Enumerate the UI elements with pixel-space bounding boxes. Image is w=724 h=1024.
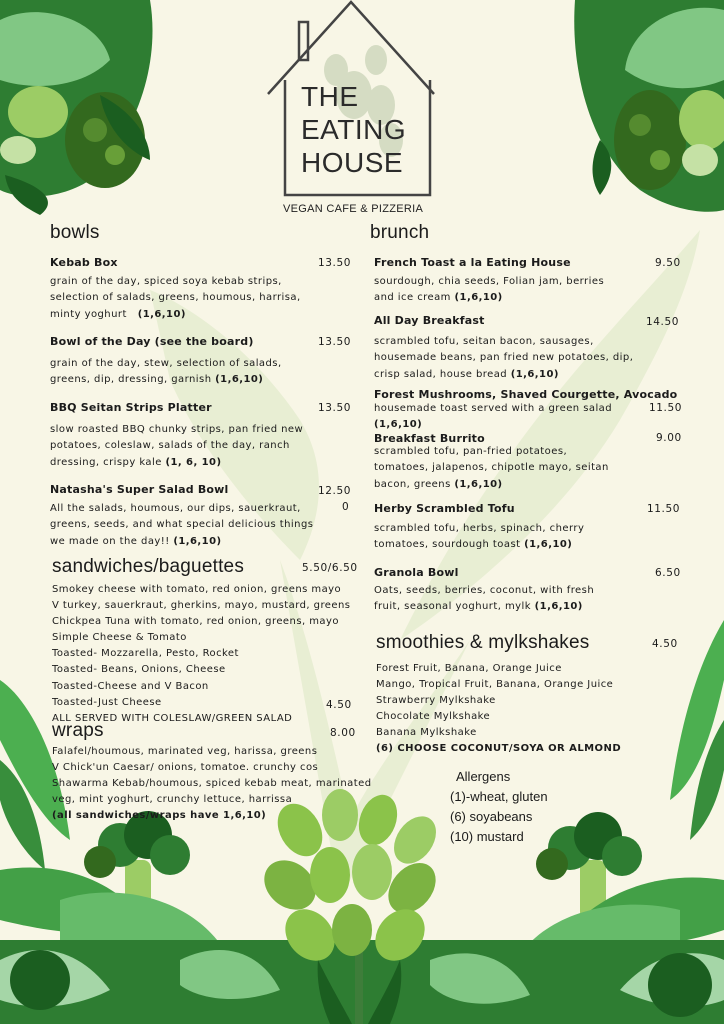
menu-item-price-extra: 0 [342, 501, 350, 513]
menu-item-price: 13.50 [318, 336, 352, 348]
menu-item-name: Granola Bowl [374, 566, 459, 579]
top-left-foliage [0, 0, 153, 215]
menu-item-name: Herby Scrambled Tofu [374, 502, 515, 515]
list-item: Falafel/houmous, marinated veg, harissa, greens [52, 746, 318, 757]
menu-item-description: scrambled tofu, pan-fried potatoes, tomatoes, jalapenos, chipotle mayo, seitan bacon, greens (1,6,10) [374, 446, 609, 490]
menu-item-description: grain of the day, spiced soya kebab strips, selection of salads, greens, houmous, harrisa, minty yoghurt (1,6,10) [50, 276, 301, 320]
list-item: Forest Fruit, Banana, Orange Juice [376, 663, 562, 674]
wrap-note: (all sandwiches/wraps have 1,6,10) [52, 810, 267, 822]
list-item: Shawarma Kebab/houmous, spiced kebab meat, marinated [52, 778, 372, 790]
list-item: Chickpea Tuna with tomato, red onion, greens, mayo [52, 616, 339, 628]
section-price-smoothies: 4.50 [652, 638, 678, 650]
allergen-item: (1)-wheat, gluten [450, 789, 548, 804]
menu-item-name: All Day Breakfast [374, 314, 485, 327]
section-heading-sandwiches: sandwiches/baguettes [52, 556, 245, 577]
section-heading-brunch: brunch [370, 222, 430, 243]
allergen-list [450, 787, 548, 847]
sandwich-note: ALL SERVED WITH COLESLAW/GREEN SALAD [52, 712, 293, 724]
allergen-item: (6) soyabeans [450, 809, 533, 824]
list-item: Simple Cheese & Tomato [52, 632, 187, 644]
list-item: Chocolate Mylkshake [376, 711, 491, 723]
list-item: V turkey, sauerkraut, gherkins, mayo, mustard, greens [52, 600, 351, 612]
list-item: V Chick'un Caesar/ onions, tomatoe. crunchy cos [52, 762, 319, 774]
list-item: Toasted-Just Cheese [52, 696, 162, 708]
menu-item-price: 13.50 [318, 402, 352, 414]
section-heading-smoothies: smoothies & mylkshakes [376, 632, 590, 653]
menu-item-price: 11.50 [649, 402, 683, 414]
list-item: Strawberry Mylkshake [376, 695, 496, 707]
list-item: Mango, Tropical Fruit, Banana, Orange Juice [376, 679, 614, 691]
logo-line-2: EATING [301, 114, 407, 145]
menu-item-name: BBQ Seitan Strips Platter [50, 401, 212, 414]
menu-item-description: grain of the day, stew, selection of salads, greens, dip, dressing, garnish (1,6,10) [50, 358, 282, 386]
menu-item-description: slow roasted BBQ chunky strips, pan fried new potatoes, coleslaw, salads of the day, ranch dressing, crispy kale (1, 6, 10) [50, 424, 304, 468]
logo-line-1: THE [301, 81, 359, 112]
menu-item-name: French Toast a la Eating House [374, 256, 571, 269]
list-item: veg, mint yoghurt, crunchy lettuce, harrissa [52, 794, 293, 806]
right-ferns [670, 620, 724, 840]
menu-item-price: 13.50 [318, 257, 352, 269]
section-price-wraps: 8.00 [330, 727, 356, 739]
top-right-foliage [574, 0, 724, 212]
toasted-price: 4.50 [326, 699, 352, 711]
menu-item-price: 9.50 [655, 257, 681, 269]
logo-title [301, 80, 406, 179]
menu-item-name: Bowl of the Day (see the board) [50, 335, 254, 348]
menu-item-price: 11.50 [647, 503, 681, 515]
menu-item-name: Kebab Box [50, 256, 118, 269]
menu-item-description: scrambled tofu, seitan bacon, sausages, housemade beans, pan fried new potatoes, dip, crisp salad, house bread (1,6,10) [374, 336, 634, 380]
section-heading-wraps: wraps [52, 720, 104, 741]
menu-item-price: 9.00 [656, 432, 682, 444]
logo-tagline: VEGAN CAFE & PIZZERIA [283, 203, 424, 215]
section-heading-bowls: bowls [50, 222, 100, 243]
menu-item-price: 12.50 [318, 485, 352, 497]
list-item: Smokey cheese with tomato, red onion, greens mayo [52, 584, 342, 595]
wrap-list [52, 744, 372, 824]
menu-item-name: Natasha's Super Salad Bowl [50, 483, 229, 496]
sandwich-list [52, 582, 350, 727]
menu-item-description: housemade toast served with a green salad (1,6,10) [374, 403, 613, 430]
section-price-sandwiches: 5.50/6.50 [302, 562, 358, 574]
list-item: Toasted-Cheese and V Bacon [52, 680, 209, 692]
menu-item-price: 6.50 [655, 567, 681, 579]
list-item: Toasted- Beans, Onions, Cheese [52, 664, 226, 676]
menu-item-description: All the salads, houmous, our dips, sauerkraut, greens, seeds, and what special delicious things we made on the day!! (1,6,10) [50, 503, 314, 547]
menu-item-description: Oats, seeds, berries, coconut, with fresh fruit, seasonal yoghurt, mylk (1,6,10) [374, 585, 595, 613]
menu-item-name: Breakfast Burrito [374, 432, 485, 445]
allergen-item: (10) mustard [450, 829, 524, 844]
menu-item-price: 14.50 [646, 316, 680, 328]
smoothie-list [376, 661, 621, 758]
menu-item-description: scrambled tofu, herbs, spinach, cherry tomatoes, sourdough toast (1,6,10) [374, 523, 585, 551]
menu-item-description: sourdough, chia seeds, Folian jam, berries and ice cream (1,6,10) [374, 276, 605, 304]
menu-item-name: Forest Mushrooms, Shaved Courgette, Avocado [374, 388, 678, 401]
allergens-title: Allergens [456, 769, 511, 784]
list-item: Toasted- Mozzarella, Pesto, Rocket [52, 648, 239, 660]
list-item: Banana Mylkshake [376, 727, 477, 739]
logo-line-3: HOUSE [301, 147, 404, 178]
smoothie-note: (6) CHOOSE COCONUT/SOYA OR ALMOND [376, 743, 622, 755]
